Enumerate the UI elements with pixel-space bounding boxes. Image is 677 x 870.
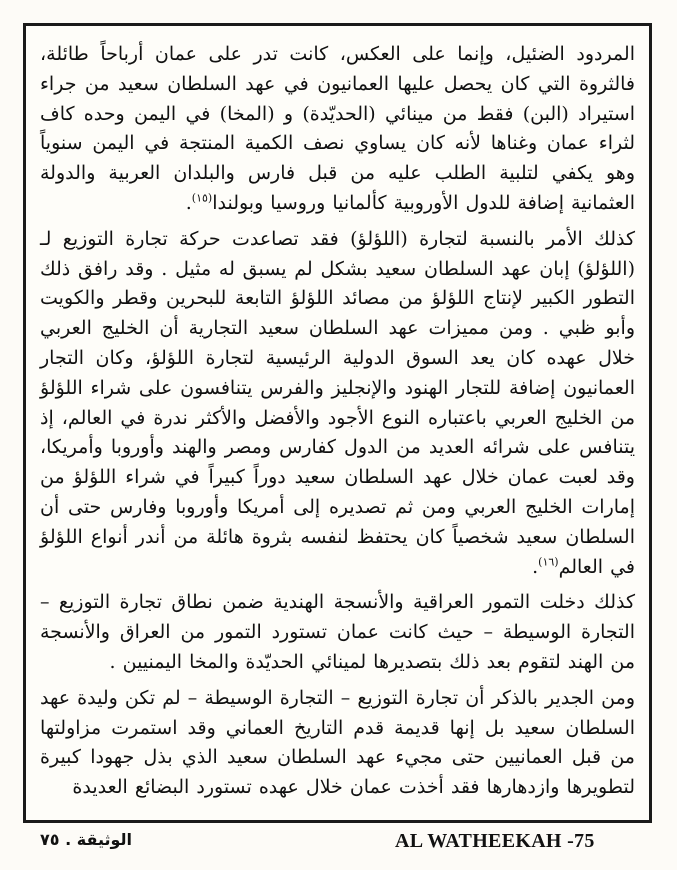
page-footer <box>0 826 677 856</box>
paragraph-text: المردود الضئيل، وإنما على العكس، كانت تدر على عمان أرباحاً طائلة، فالثروة التي كان يحصل عليها العمانيون في عهد السلطان سعيد من جراء استيراد (البن) فقط من مينائي (الحديّدة) و (المخا) في اليمن وحده كاف لثراء عمان وغناها لأنه كان يساوي نصف الكمية المنتجة في اليمن سنوياً وهو يكفي لتلبية الطلب عليه من قبل فارس والبلدان العربية والدولة العثمانية إضافة للدول الأوروبية كألمانيا وروسيا وبولندا <box>40 43 635 214</box>
paragraph-text: كذلك دخلت التمور العراقية والأنسجة الهندية ضمن نطاق تجارة التوزيع – التجارة الوسيطة – حيث كانت عمان تستورد التمور من العراق والأنسجة من الهند لتقوم بعد ذلك بتصديرها لمينائي الحديّدة والمخا اليمنيين . <box>40 591 635 673</box>
paragraph-text: كذلك الأمر بالنسبة لتجارة (اللؤلؤ) فقد تصاعدت حركة تجارة التوزيع لـ (اللؤلؤ) إبان عهد السلطان سعيد بشكل لم يسبق له مثيل . وقد رافق ذلك التطور الكبير لإنتاج اللؤلؤ من مصائد اللؤلؤ التابعة للبحرين وقطر والكويت وأبو ظبي . ومن مميزات عهد السلطان سعيد التجارية أن الخليج العربي خلال عهده كان يعد السوق الدولية الرئيسية لتجارة اللؤلؤ، وكان التجار العمانيون إضافة للتجار الهنود والإنجليز والفرس يتنافسون على شراء اللؤلؤ من الخليج العربي باعتباره النوع الأجود والأفضل والأكثر ندرة في العالم، إذ يتنافس على شرائه العديد من الدول كفارس ومصر والهند وأوروبا وأمريكا، وقد لعبت عمان خلال عهد السلطان سعيد دوراً كبيراً في شراء اللؤلؤ من إمارات الخليج العربي ومن ثم تصديره إلى أمريكا وأوروبا وفارس حتى أن السلطان سعيد شخصياً كان يحتفظ لنفسه بثروة هائلة من أندر أنواع اللؤلؤ في العالم <box>40 227 635 578</box>
paragraph-tail: . <box>532 555 539 578</box>
page-frame <box>23 23 652 823</box>
journal-page-label-arabic: الوثيقة . ٧٥ <box>40 830 133 849</box>
footnote-ref: (١٥) <box>191 191 213 205</box>
paragraph-tail: . <box>185 191 192 214</box>
journal-page-label-latin: AL WATHEEKAH -75 <box>395 830 595 852</box>
paragraph-2 <box>40 225 635 583</box>
paragraph-1 <box>40 40 635 219</box>
paragraph-3 <box>40 588 635 677</box>
paragraph-text: ومن الجدير بالذكر أن تجارة التوزيع – التجارة الوسيطة – لم تكن وليدة عهد السلطان سعيد بل إنها قديمة قدم التاريخ العماني وقد استمرت مزاولتها من قبل العمانيين حتى مجيء عهد السلطان سعيد الذي بذل جهودا كبيرة لتطويرها وازدهارها فقد أخذت عمان خلال عهده تستورد البضائع العديدة <box>40 686 635 799</box>
paragraph-4 <box>40 684 635 803</box>
article-body <box>40 40 635 803</box>
footnote-ref: (١٦) <box>538 555 559 569</box>
